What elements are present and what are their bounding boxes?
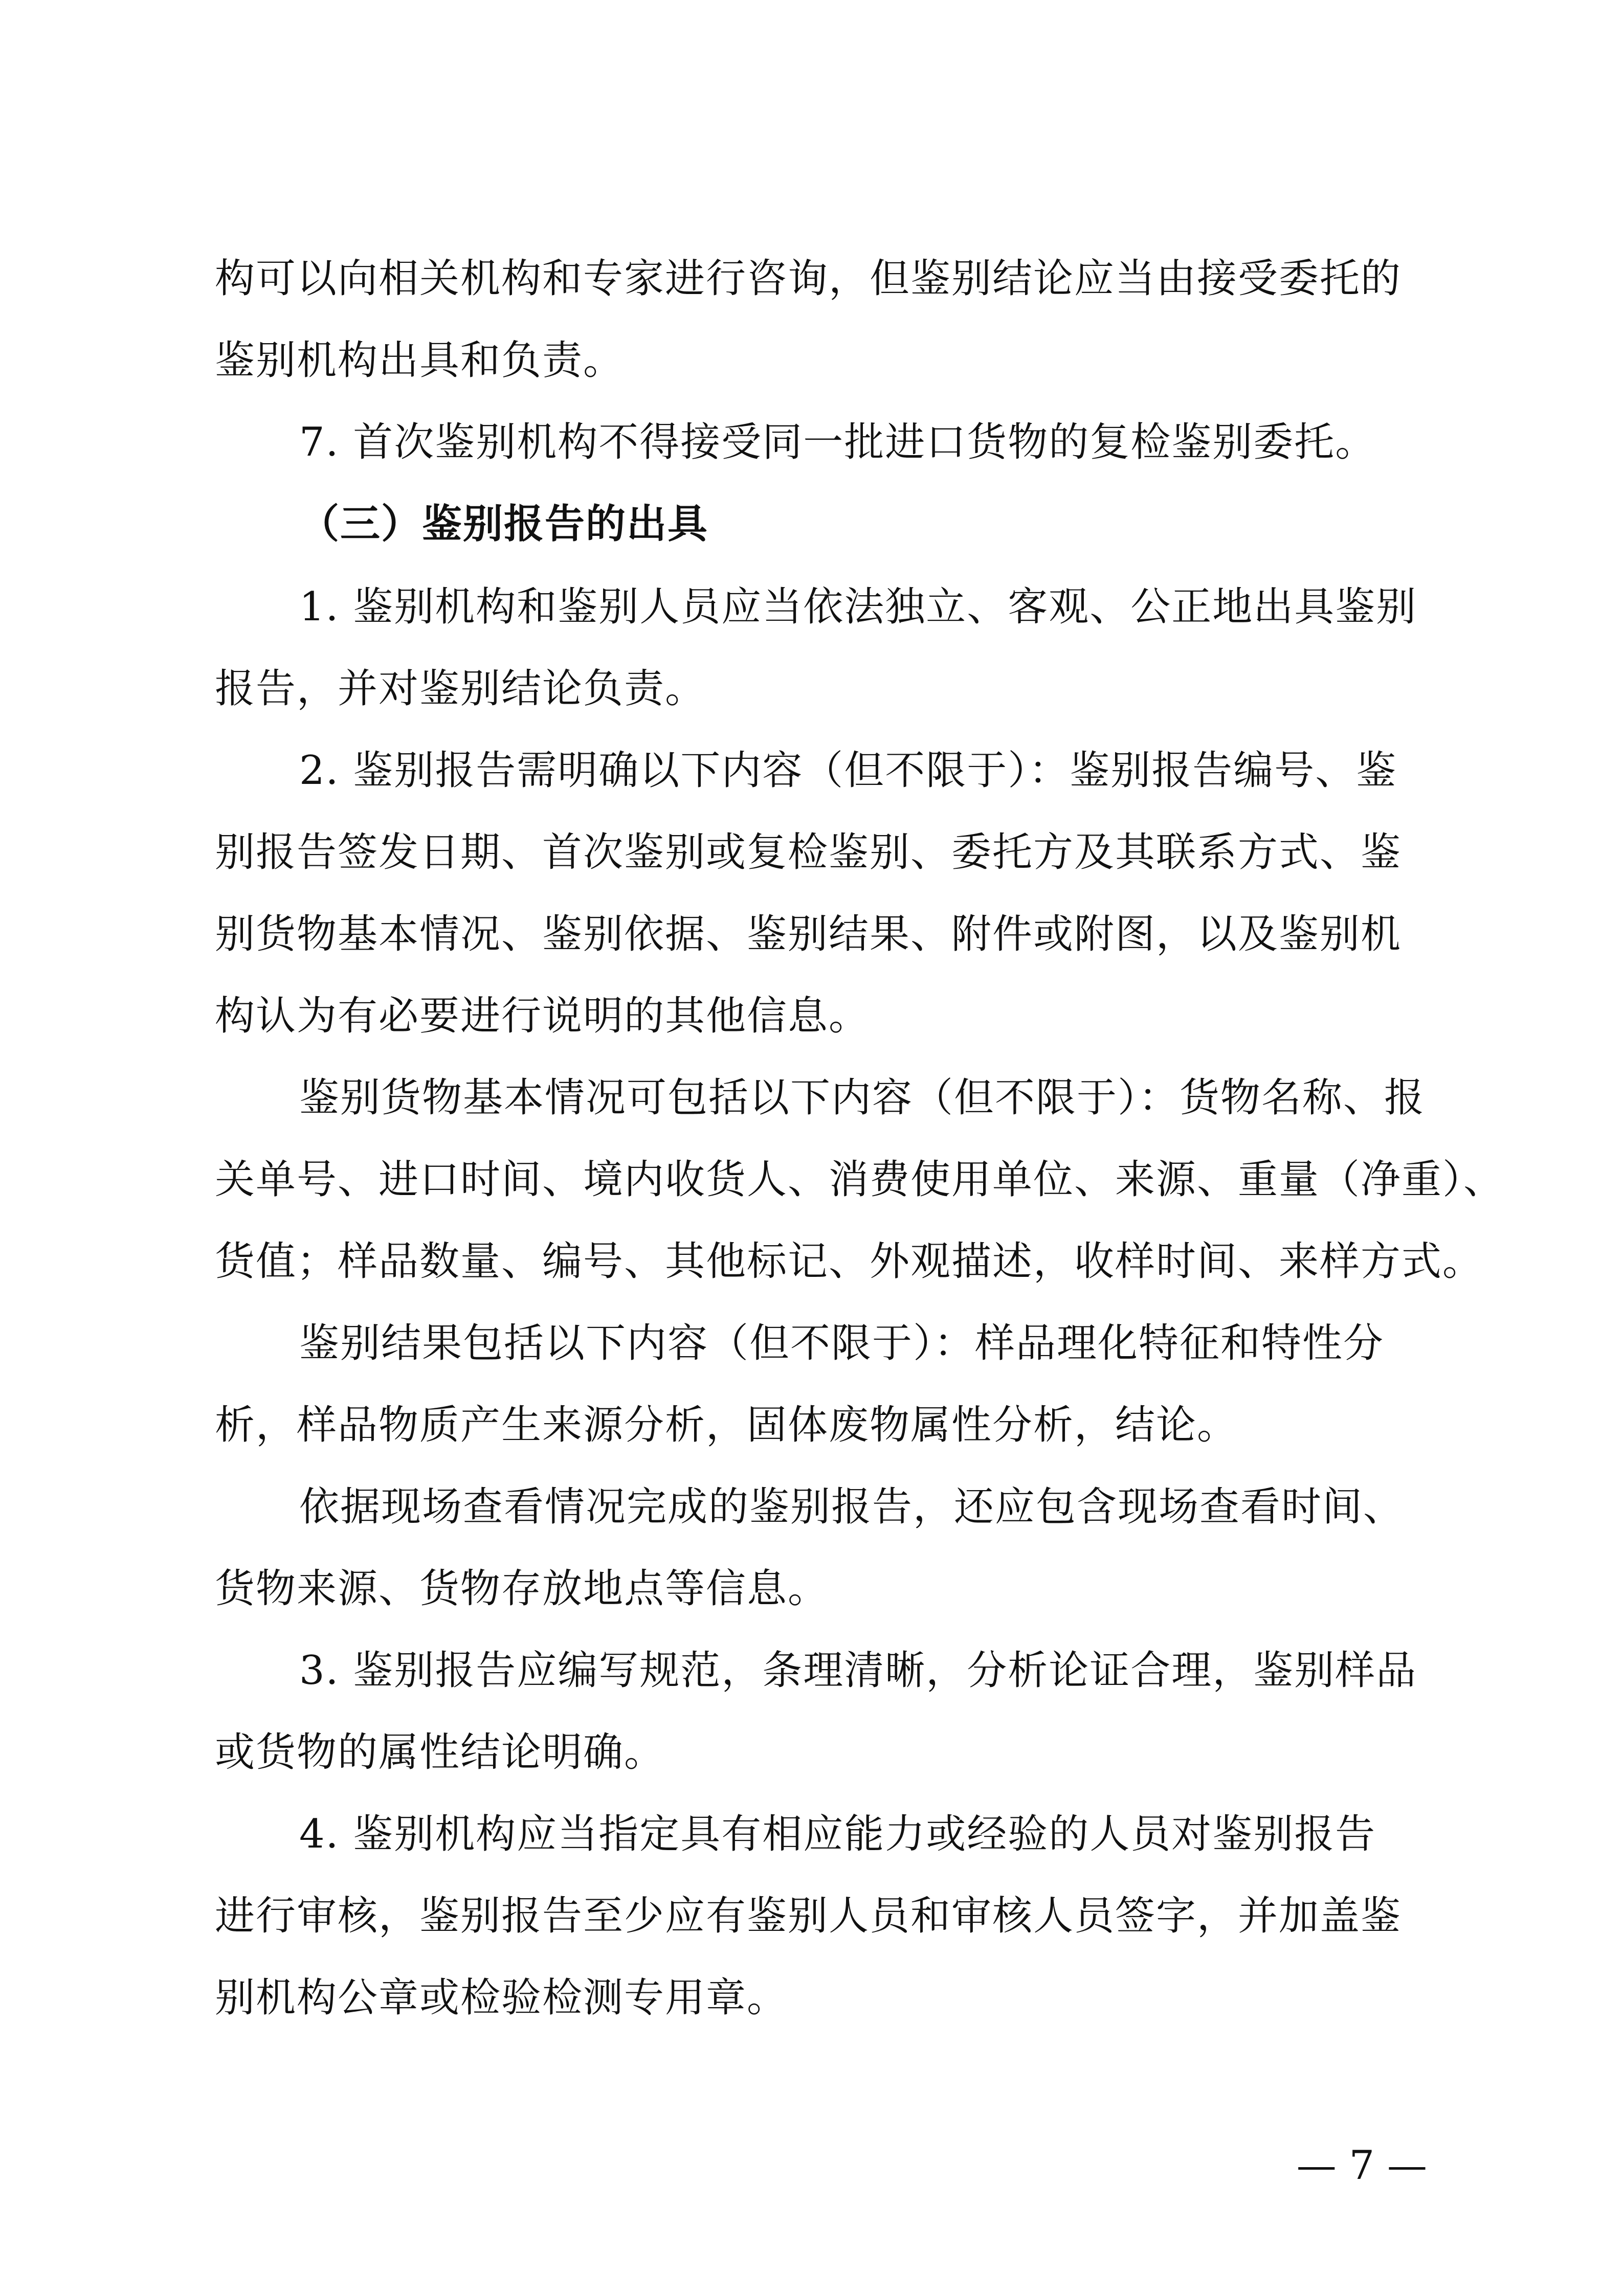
paragraph-start: 鉴别货物基本情况可包括以下内容（但不限于）：货物名称、报 <box>299 1075 1426 1121</box>
text-line: 货值；样品数量、编号、其他标记、外观描述，收样时间、来样方式。 <box>215 1239 1484 1285</box>
text-line: 鉴别机构出具和负责。 <box>215 337 625 384</box>
text-line: 货物来源、货物存放地点等信息。 <box>215 1566 829 1612</box>
numbered-item-4: 4. 鉴别机构应当指定具有相应能力或经验的人员对鉴别报告 <box>299 1811 1376 1857</box>
text-line: 关单号、进口时间、境内收货人、消费使用单位、来源、重量（净重）、 <box>215 1157 1505 1203</box>
text-line: 或货物的属性结论明确。 <box>215 1729 665 1775</box>
paragraph-start: 鉴别结果包括以下内容（但不限于）：样品理化特征和特性分 <box>299 1320 1385 1366</box>
numbered-item-2: 2. 鉴别报告需明确以下内容（但不限于）：鉴别报告编号、鉴 <box>299 748 1397 794</box>
paragraph-start: 依据现场查看情况完成的鉴别报告，还应包含现场查看时间、 <box>299 1484 1405 1530</box>
text-line: 构认为有必要进行说明的其他信息。 <box>215 993 870 1039</box>
text-line: 进行审核，鉴别报告至少应有鉴别人员和审核人员签字，并加盖鉴 <box>215 1893 1402 1939</box>
text-line: 别机构公章或检验检测专用章。 <box>215 1975 788 2021</box>
text-line: 构可以向相关机构和专家进行咨询，但鉴别结论应当由接受委托的 <box>215 256 1402 302</box>
page-number: — 7 — <box>1296 2143 1427 2189</box>
numbered-item-1: 1. 鉴别机构和鉴别人员应当依法独立、客观、公正地出具鉴别 <box>299 584 1417 630</box>
text-line: 别货物基本情况、鉴别依据、鉴别结果、附件或附图，以及鉴别机 <box>215 911 1402 957</box>
text-line: 别报告签发日期、首次鉴别或复检鉴别、委托方及其联系方式、鉴 <box>215 829 1402 875</box>
text-line: 报告，并对鉴别结论负责。 <box>215 666 706 712</box>
numbered-item-7: 7. 首次鉴别机构不得接受同一批进口货物的复检鉴别委托。 <box>299 419 1376 465</box>
section-heading: （三）鉴别报告的出具 <box>299 501 709 547</box>
text-line: 析，样品物质产生来源分析，固体废物属性分析，结论。 <box>215 1402 1238 1448</box>
numbered-item-3: 3. 鉴别报告应编写规范，条理清晰，分析论证合理，鉴别样品 <box>299 1648 1417 1694</box>
